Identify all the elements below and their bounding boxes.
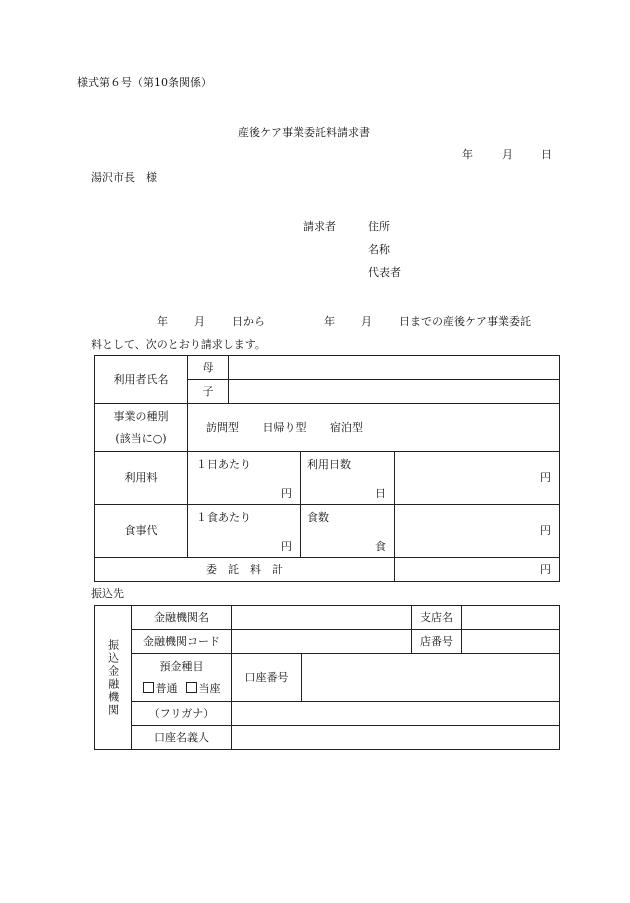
furigana-field[interactable] [232,702,560,726]
usage-fee-amount[interactable] [395,452,560,505]
branch-name-label: 支店名 [412,606,462,630]
per-meal-label: １食あたり [196,511,251,524]
period-end-month: 月 [361,315,372,328]
service-type-label-line2: (該当に○) [115,431,167,445]
user-name-label: 利用者氏名 [95,356,188,404]
child-name-field[interactable] [229,380,560,404]
bank-side-label-text: 振込金融機関 [106,638,120,717]
institution-name-field[interactable] [232,606,412,630]
service-type-overnight[interactable]: 宿泊型 [330,420,363,434]
per-day-yen-unit: 円 [281,487,292,501]
branch-no-field[interactable] [462,630,560,654]
per-day-label: １日あたり [196,458,251,471]
deposit-type-cell [132,654,232,702]
total-yen-unit: 円 [540,562,552,576]
total-amount[interactable] [395,558,560,582]
per-meal-yen-unit: 円 [281,540,292,554]
institution-code-field[interactable] [232,630,412,654]
branch-no-label: 店番号 [412,630,462,654]
usage-fee-label: 利用料 [95,452,188,505]
account-holder-label: 口座名義人 [132,726,232,750]
account-no-field[interactable] [302,654,560,702]
service-type-label [95,404,188,452]
addressee: 湯沢市長 様 [91,171,157,184]
date-day: 日 [541,148,552,161]
days-used-cell[interactable] [301,452,395,505]
requester-address-label: 住所 [368,220,390,233]
institution-code-label: 金融機関コード [132,630,232,654]
bank-side-label [95,606,132,750]
deposit-type-options [132,682,231,695]
branch-name-field[interactable] [462,606,560,630]
bank-table [94,605,560,750]
account-holder-field[interactable] [232,726,560,750]
usage-fee-yen-unit: 円 [540,471,552,485]
meal-fee-label: 食事代 [95,505,188,558]
service-type-label-line1: 事業の種別 [113,410,169,424]
period-start-year: 年 [157,315,168,328]
meal-fee-yen-unit: 円 [540,524,552,538]
usage-fee-per-day-cell[interactable] [188,452,301,505]
ordinary-checkbox[interactable] [143,682,154,693]
service-type-visit[interactable]: 訪問型 [206,420,239,434]
meal-count-unit: 食 [375,540,386,554]
deposit-type-label: 預金種目 [159,660,204,674]
period-end-year: 年 [324,315,335,328]
service-type-options[interactable] [188,404,560,452]
period-start-day: 日から [232,315,265,328]
document-title: 産後ケア事業委託料請求書 [238,126,370,139]
total-label: 委 託 料 計 [95,558,395,582]
ordinary-label: 普通 [155,681,178,695]
form-number: 様式第６号（第10条関係） [77,76,212,89]
meal-count-cell[interactable] [301,505,395,558]
mother-label: 母 [188,356,229,380]
days-used-label: 利用日数 [307,458,351,471]
meal-fee-per-meal-cell[interactable] [188,505,301,558]
date-year: 年 [462,148,473,161]
furigana-label: （フリガナ） [132,702,232,726]
billing-table [94,355,560,582]
meal-count-label: 食数 [307,511,329,524]
requester-name-label: 名称 [368,243,390,256]
bank-section-label: 振込先 [91,587,124,600]
current-label: 当座 [198,681,221,695]
current-checkbox[interactable] [186,682,197,693]
requester-label: 請求者 [303,220,336,233]
child-label: 子 [188,380,229,404]
period-start-month: 月 [194,315,205,328]
account-no-label: 口座番号 [232,654,302,702]
mother-name-field[interactable] [229,356,560,380]
service-type-daytrip[interactable]: 日帰り型 [262,420,307,434]
days-used-unit: 日 [375,487,386,501]
institution-name-label: 金融機関名 [132,606,232,630]
meal-fee-amount[interactable] [395,505,560,558]
requester-representative-label: 代表者 [368,266,401,279]
period-end-day-text: 日までの産後ケア事業委託 [399,315,531,328]
date-month: 月 [502,148,513,161]
request-statement: 料として、次のとおり請求します。 [91,338,266,351]
